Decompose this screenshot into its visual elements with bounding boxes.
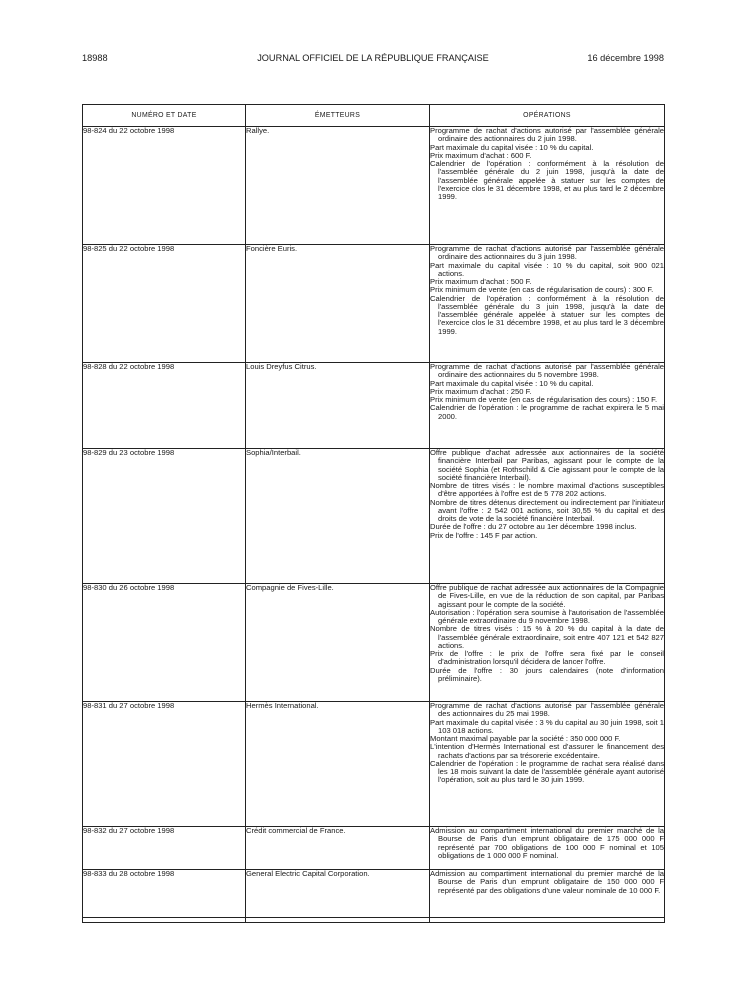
table-row [83,702,665,827]
operation-paragraph: Calendrier de l'opération : conformément à la résolution de l'assemblée générale du 3 juin 1998, jusqu'à la date de l'assemblée générale appelée à statuer sur les comptes de l'exercice clos le 31 décembre 1998, et au plus tard le 3 décembre 1999. [430,293,664,336]
emetteur-cell: Louis Dreyfus Citrus. [246,363,430,449]
operation-paragraph: Offre publique d'achat adressée aux actionnaires de la société financière Interbail par Paribas, agissant pour le compte de la société Sophia (et Rothschild & Cie agissant pour le compte de la société financière Interbail). [430,448,664,482]
page-number: 18988 [82,53,108,63]
table-row [83,127,665,245]
operation-paragraph: Prix maximum d'achat : 600 F. [430,150,532,160]
operation-paragraph: Nombre de titres détenus directement ou indirectement par l'initiateur avant l'offre : 2 542 001 actions, soit 30,55 % du capital et des droits de vote de la société financière Interbail. [430,497,664,523]
operation-paragraph: Admission au compartiment international du premier marché de la Bourse de Paris d'un emprunt obligataire de 150 000 000 F représenté par des obligations d'une valeur nominale de 10 000 F. [430,869,664,895]
column-header-numero: NUMÉRO ET DATE [83,105,246,127]
table-row [83,827,665,870]
operation-paragraph: Part maximale du capital visée : 10 % du capital. [430,378,594,388]
operation-paragraph: Programme de rachat d'actions autorisé par l'assemblée générale ordinaire des actionnaires du 3 juin 1998. [430,244,664,262]
numero-cell: 98-829 du 23 octobre 1998 [83,449,246,584]
operation-paragraph: Programme de rachat d'actions autorisé par l'assemblée générale ordinaire des actionnaires du 2 juin 1998. [430,126,664,144]
operation-paragraph: Calendrier de l'opération : le programme de rachat expirera le 5 mai 2000. [430,403,664,421]
empty-cell [430,918,665,923]
numero-cell: 98-833 du 28 octobre 1998 [83,870,246,918]
column-header-operations: OPÉRATIONS [430,105,665,127]
operation-paragraph: Calendrier de l'opération : conformément à la résolution de l'assemblée générale du 2 juin 1998, jusqu'à la date de l'assemblée générale appelée à statuer sur les comptes de l'exercice clos le 31 décembre 1998, et au plus tard le 2 décembre 1999. [430,159,664,201]
operation-paragraph: Prix de l'offre : le prix de l'offre sera fixé par le conseil d'administration lorsqu'il décidera de lancer l'offre. [430,649,664,667]
emetteur-cell: Rallye. [246,127,430,245]
operations-cell [430,827,665,870]
table-row [83,584,665,702]
emetteur-cell: Foncière Euris. [246,245,430,363]
operation-paragraph: Offre publique de rachat adressée aux actionnaires de la Compagnie de Fives-Lille, en vue de la réduction de son capital, par Paribas agissant pour le compte de la société. [430,583,664,609]
operation-paragraph: Part maximale du capital visée : 3 % du capital au 30 juin 1998, soit 1 103 018 actions. [430,717,664,735]
emetteur-cell: General Electric Capital Corporation. [246,870,430,918]
issue-date: 16 décembre 1998 [587,53,664,63]
operation-paragraph: Part maximale du capital visée : 10 % du capital. [430,142,594,152]
numero-cell: 98-824 du 22 octobre 1998 [83,127,246,245]
table-row [83,245,665,363]
emetteur-cell: Crédit commercial de France. [246,827,430,870]
operation-paragraph: Durée de l'offre : 30 jours calendaires (note d'information préliminaire). [430,665,664,683]
operations-cell [430,245,665,363]
table-header-row [83,105,665,127]
operation-paragraph: Autorisation : l'opération sera soumise à l'autorisation de l'assemblée générale extraordinaire du 9 novembre 1998. [430,607,664,625]
table-row [83,870,665,918]
operation-paragraph: Prix maximum d'achat : 500 F. [430,277,532,286]
operations-cell [430,870,665,918]
operations-cell [430,127,665,245]
operations-cell [430,702,665,827]
operation-paragraph: Programme de rachat d'actions autorisé par l'assemblée générale ordinaire des actionnaires du 5 novembre 1998. [430,362,664,380]
emetteur-cell: Hermès International. [246,702,430,827]
emetteur-cell: Sophia/Interbail. [246,449,430,584]
operation-paragraph: Nombre de titres visés : le nombre maximal d'actions susceptibles d'être apportées à l'offre est de 5 778 202 actions. [430,481,664,499]
numero-cell: 98-825 du 22 octobre 1998 [83,245,246,363]
journal-title: JOURNAL OFFICIEL DE LA RÉPUBLIQUE FRANÇAISE [257,53,489,63]
numero-cell: 98-830 du 26 octobre 1998 [83,584,246,702]
operation-paragraph: L'intention d'Hermès International est d'assurer le financement des rachats d'actions par sa trésorerie excédentaire. [430,742,664,760]
operations-cell [430,449,665,584]
empty-cell [246,918,430,923]
empty-cell [83,918,246,923]
numero-cell: 98-831 du 27 octobre 1998 [83,702,246,827]
operation-paragraph: Nombre de titres visés : 15 % à 20 % du capital à la date de l'assemblée générale extraordinaire, soit entre 407 121 et 542 827 actions. [430,624,664,650]
numero-cell: 98-832 du 27 octobre 1998 [83,827,246,870]
operation-paragraph: Durée de l'offre : du 27 octobre au 1er décembre 1998 inclus. [430,522,637,532]
operation-paragraph: Part maximale du capital visée : 10 % du capital, soit 900 021 actions. [430,260,664,278]
operations-cell [430,584,665,702]
column-header-emetteurs: ÉMETTEURS [246,105,430,127]
operation-paragraph: Admission au compartiment international du premier marché de la Bourse de Paris d'un emprunt obligataire de 175 000 000 F représenté par 700 obligations de 100 000 F nominal et 105 obligations de 1 000 000 F nominal. [430,826,664,860]
operation-paragraph: Prix maximum d'achat : 250 F. [430,386,532,396]
operation-paragraph: Montant maximal payable par la société : 350 000 000 F. [430,734,621,743]
operation-paragraph: Calendrier de l'opération : le programme de rachat sera réalisé dans les 18 mois suivant la date de l'assemblée générale ayant autorisé l'opération, soit au plus tard le 30 juin 1999. [430,758,664,785]
numero-cell: 98-828 du 22 octobre 1998 [83,363,246,449]
operation-paragraph: Prix minimum de vente (en cas de régularisation de cours) : 300 F. [430,285,654,295]
page-header [82,53,664,65]
operations-table [82,104,665,923]
operation-paragraph: Prix de l'offre : 145 F par action. [430,530,538,540]
operations-cell [430,363,665,449]
emetteur-cell: Compagnie de Fives-Lille. [246,584,430,702]
operation-paragraph: Programme de rachat d'actions autorisé par l'assemblée générale des actionnaires du 25 mai 1998. [430,701,664,719]
table-row [83,449,665,584]
operation-paragraph: Prix minimum de vente (en cas de régularisation des cours) : 150 F. [430,395,658,404]
table-continuation-row [83,918,665,923]
table-row [83,363,665,449]
